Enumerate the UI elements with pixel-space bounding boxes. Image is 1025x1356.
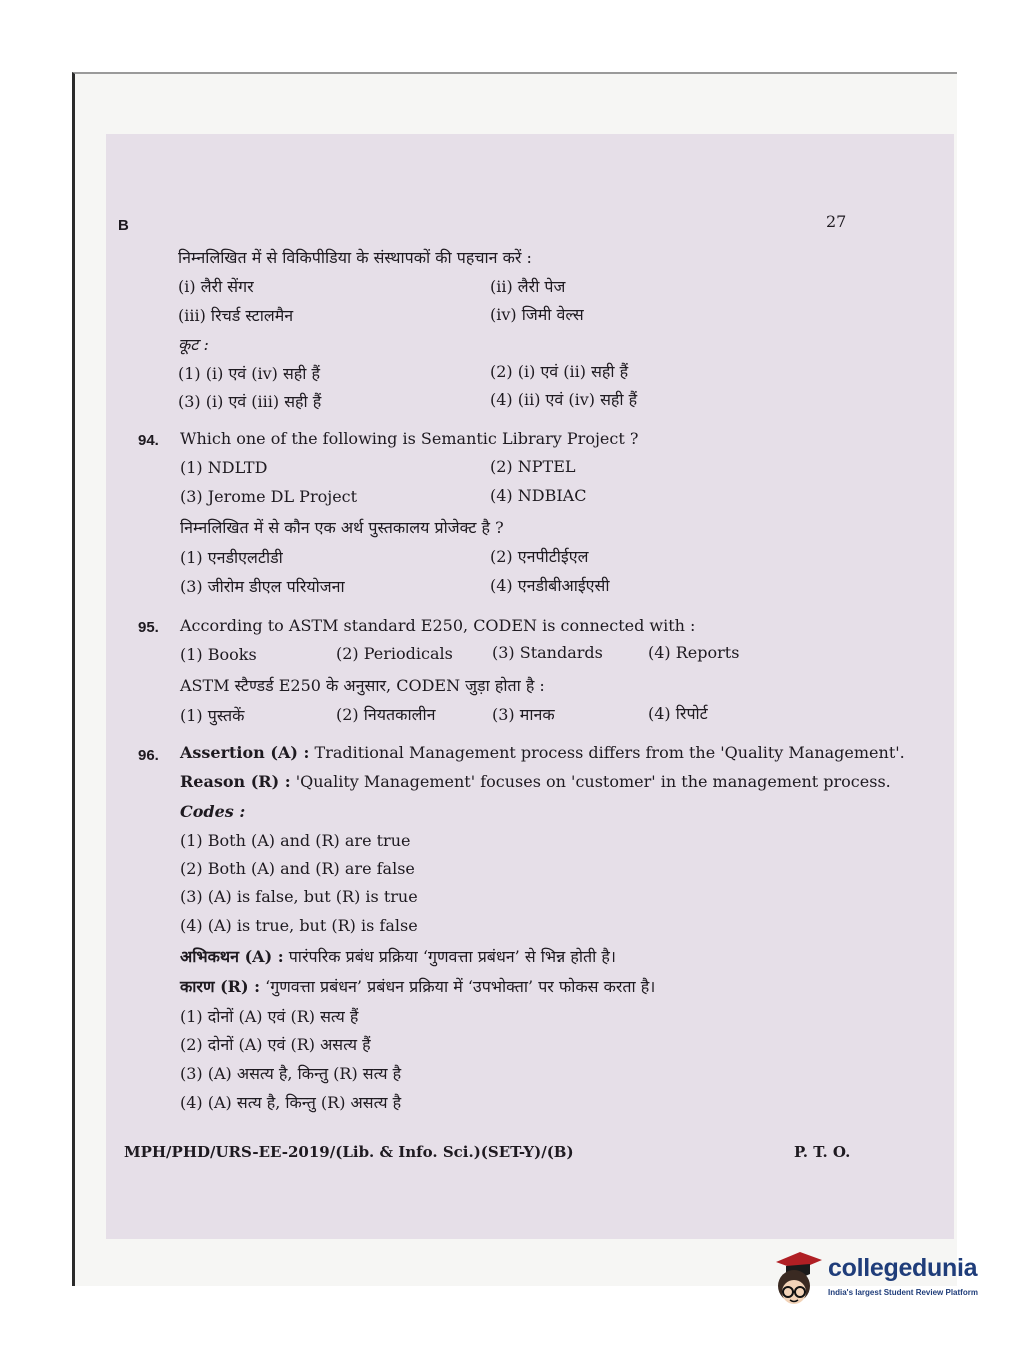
q95-option-en: (1) Books bbox=[180, 645, 257, 664]
q94-stem-hi: निम्नलिखित में से कौन एक अर्थ पुस्तकालय प्रोजेक्ट है ? bbox=[180, 518, 504, 537]
q95-stem-hi: ASTM स्टैण्डर्ड E250 के अनुसार, CODEN जुड़ा होता है : bbox=[180, 676, 545, 695]
q94-stem-en: Which one of the following is Semantic Library Project ? bbox=[180, 429, 639, 448]
q96-option-en: (3) (A) is false, but (R) is true bbox=[180, 887, 418, 906]
q95-option-en: (2) Periodicals bbox=[336, 644, 453, 663]
mascot-icon bbox=[764, 1248, 824, 1316]
q96-assertion-hi bbox=[180, 947, 616, 967]
q96-reason bbox=[180, 772, 891, 792]
q94-option-hi: (1) एनडीएलटीडी bbox=[180, 548, 283, 567]
q95-stem-en: According to ASTM standard E250, CODEN is connected with : bbox=[180, 616, 696, 635]
q95-option-hi: (3) मानक bbox=[492, 705, 555, 724]
q96-option-en: (1) Both (A) and (R) are true bbox=[180, 831, 411, 850]
q95-option-hi: (1) पुस्तकें bbox=[180, 706, 245, 725]
q94-option-hi: (3) जीरोम डीएल परियोजना bbox=[180, 577, 345, 596]
brand-wordmark: collegedunia bbox=[828, 1254, 978, 1282]
brand-tagline: India's largest Student Review Platform bbox=[828, 1288, 978, 1297]
q95-option-en: (4) Reports bbox=[648, 643, 740, 662]
q93-code-label: कूट : bbox=[178, 335, 209, 354]
q96-option-en: (2) Both (A) and (R) are false bbox=[180, 859, 415, 878]
q94-option-en: (4) NDBIAC bbox=[490, 486, 587, 505]
q95-option-en: (3) Standards bbox=[492, 643, 603, 662]
q96-codes-label: Codes : bbox=[180, 802, 246, 821]
q93-item: (i) लैरी सेंगर bbox=[178, 277, 254, 296]
q96-reason-label: Reason (R) : bbox=[180, 772, 291, 791]
q94-number: 94. bbox=[138, 432, 159, 449]
q94-option-hi: (4) एनडीबीआईएसी bbox=[490, 576, 610, 595]
q96-reason-hi bbox=[180, 977, 655, 997]
collegedunia-logo bbox=[764, 1248, 994, 1318]
q96-option-en: (4) (A) is true, but (R) is false bbox=[180, 916, 418, 935]
q93-option: (2) (i) एवं (ii) सही हैं bbox=[490, 362, 629, 381]
q93-option: (1) (i) एवं (iv) सही हैं bbox=[178, 364, 321, 383]
page-number: 27 bbox=[826, 212, 847, 231]
paper-code: MPH/PHD/URS-EE-2019/(Lib. & Info. Sci.)(SET-Y)/(B) bbox=[124, 1143, 574, 1161]
q96-assertion-label-hi: अभिकथन (A) : bbox=[180, 947, 284, 966]
pto-label: P. T. O. bbox=[794, 1143, 851, 1161]
q96-assertion-text: Traditional Management process differs from the 'Quality Management'. bbox=[314, 743, 905, 762]
q96-reason-label-hi: कारण (R) : bbox=[180, 977, 261, 996]
q93-option: (4) (ii) एवं (iv) सही हैं bbox=[490, 390, 638, 409]
q96-reason-text-hi: ‘गुणवत्ता प्रबंधन’ प्रबंधन प्रक्रिया में ‘उपभोक्ता’ पर फोकस करता है। bbox=[265, 977, 656, 996]
q96-option-hi: (3) (A) असत्य है, किन्तु (R) सत्य है bbox=[180, 1064, 402, 1083]
q93-item: (ii) लैरी पेज bbox=[490, 277, 566, 296]
q95-option-hi: (2) नियतकालीन bbox=[336, 705, 436, 724]
q94-option-en: (3) Jerome DL Project bbox=[180, 487, 358, 506]
q96-assertion-label: Assertion (A) : bbox=[180, 743, 310, 762]
q96-option-hi: (4) (A) सत्य है, किन्तु (R) असत्य है bbox=[180, 1093, 402, 1112]
q96-assertion-text-hi: पारंपरिक प्रबंध प्रक्रिया ‘गुणवत्ता प्रबंधन’ से भिन्न होती है। bbox=[288, 947, 616, 966]
q93-option: (3) (i) एवं (iii) सही हैं bbox=[178, 392, 322, 411]
q96-option-hi: (1) दोनों (A) एवं (R) सत्य हैं bbox=[180, 1007, 359, 1026]
q96-assertion bbox=[180, 743, 905, 763]
q93-item: (iv) जिमी वेल्स bbox=[490, 305, 584, 324]
q95-option-hi: (4) रिपोर्ट bbox=[648, 704, 708, 723]
q94-option-en: (1) NDLTD bbox=[180, 458, 268, 477]
q95-number: 95. bbox=[138, 619, 159, 636]
q94-option-en: (2) NPTEL bbox=[490, 457, 576, 476]
q93-item: (iii) रिचर्ड स्टालमैन bbox=[178, 306, 294, 325]
set-letter: B bbox=[118, 217, 129, 234]
q96-option-hi: (2) दोनों (A) एवं (R) असत्य हैं bbox=[180, 1035, 371, 1054]
q96-reason-text: 'Quality Management' focuses on 'customer' in the management process. bbox=[295, 772, 891, 791]
q94-option-hi: (2) एनपीटीईएल bbox=[490, 547, 589, 566]
q96-number: 96. bbox=[138, 747, 159, 764]
q93-stem-hi: निम्नलिखित में से विकिपीडिया के संस्थापकों की पहचान करें : bbox=[178, 248, 532, 267]
